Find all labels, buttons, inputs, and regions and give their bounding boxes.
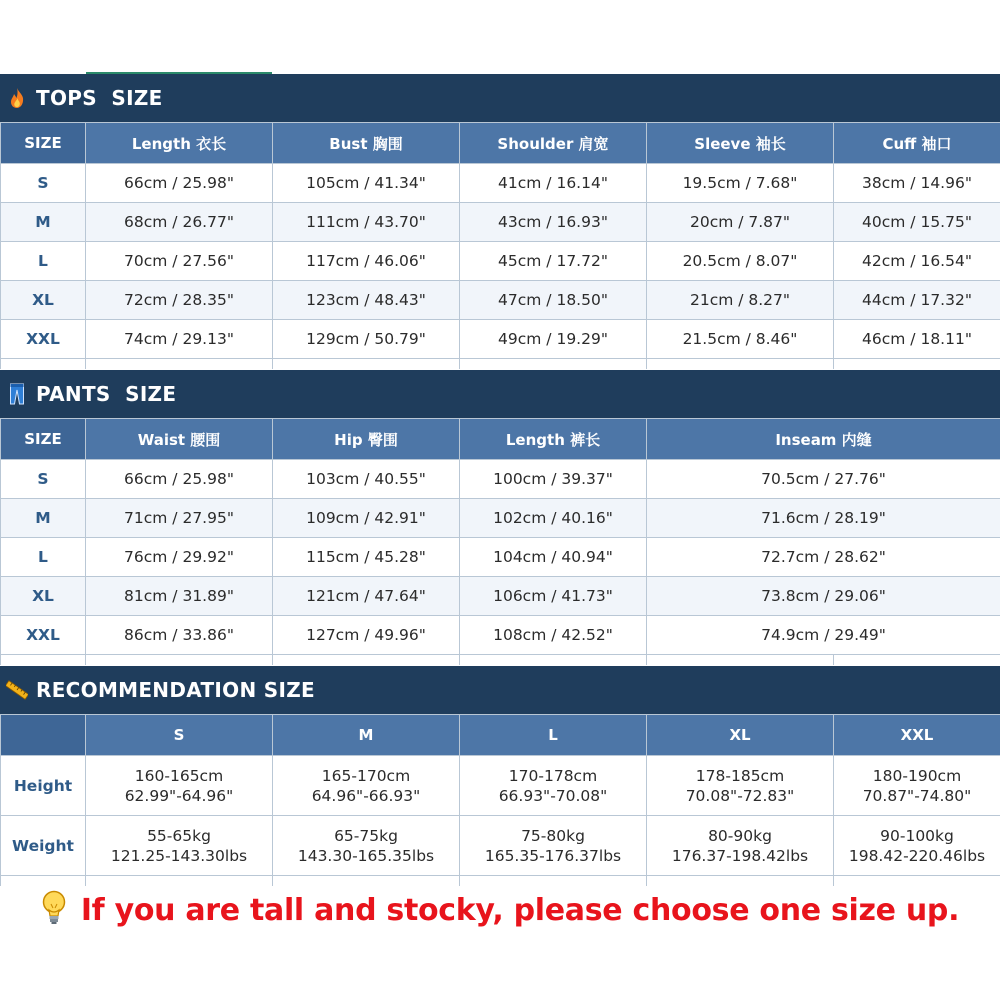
table-row [1,460,1000,499]
cell-line: 180-190cm [872,766,962,785]
table-cell: 43cm / 16.93" [460,203,647,242]
pants-header-cell: Waist 腰围 [86,419,273,460]
table-cell: 108cm / 42.52" [460,616,647,655]
table-cell: 86cm / 33.86" [86,616,273,655]
table-row [1,164,1000,203]
stub-cell [86,876,273,887]
stub-cell [273,359,460,370]
stub-cell [647,359,834,370]
size-label: L [1,242,86,281]
cell-line: 70.87"-74.80" [862,786,972,805]
cell-line: 176.37-198.42lbs [671,846,809,865]
stub-cell [86,359,273,370]
table-cell: 49cm / 19.29" [460,320,647,359]
table-cell: 76cm / 29.92" [86,538,273,577]
table-cell [834,756,1000,816]
size-label: S [1,164,86,203]
pants-section-header [0,370,1000,418]
cell-line: 66.93"-70.08" [498,786,608,805]
table-cell [86,756,273,816]
size-label: XL [1,281,86,320]
size-label: XXL [1,616,86,655]
stub-cell [460,359,647,370]
recommendation-section-header [0,666,1000,714]
table-cell [647,756,834,816]
table-row [1,499,1000,538]
stub-cell [834,876,1000,887]
table-cell: 100cm / 39.37" [460,460,647,499]
pants-header-cell: Length 裤长 [460,419,647,460]
lightbulb-icon [41,890,67,931]
table-cell: 45cm / 17.72" [460,242,647,281]
table-cell: 38cm / 14.96" [834,164,1000,203]
table-cell: 21.5cm / 8.46" [647,320,834,359]
table-cell: 42cm / 16.54" [834,242,1000,281]
table-cell: 71.6cm / 28.19" [647,499,1000,538]
table-cell: 127cm / 49.96" [273,616,460,655]
table-cell: 115cm / 45.28" [273,538,460,577]
size-label: L [1,538,86,577]
table-cell: 44cm / 17.32" [834,281,1000,320]
stub-cell [273,655,460,666]
table-cell: 73.8cm / 29.06" [647,577,1000,616]
table-cell [273,816,460,876]
table-cell: 68cm / 26.77" [86,203,273,242]
table-cell: 104cm / 40.94" [460,538,647,577]
tops-header-cell: Cuff 袖口 [834,123,1000,164]
table-cell [647,816,834,876]
table-cell: 71cm / 27.95" [86,499,273,538]
cell-line: 64.96"-66.93" [311,786,421,805]
table-row [1,538,1000,577]
table-cell: 20.5cm / 8.07" [647,242,834,281]
table-row [1,616,1000,655]
cell-line: 143.30-165.35lbs [297,846,435,865]
table-cell: 102cm / 40.16" [460,499,647,538]
table-cell: 109cm / 42.91" [273,499,460,538]
table-cell [273,756,460,816]
stub-cell [647,876,834,887]
pants-size-table [0,418,1000,665]
table-cell [834,816,1000,876]
pants-section-title: PANTS SIZE [36,382,177,406]
table-row [1,816,1000,876]
cell-line: 170-178cm [508,766,598,785]
table-stub-row [1,655,1000,666]
table-cell: 111cm / 43.70" [273,203,460,242]
cell-line: 198.42-220.46lbs [848,846,986,865]
rec-header-cell: M [273,715,460,756]
recommendation-section-title: RECOMMENDATION SIZE [36,678,315,702]
cell-line: 75-80kg [521,826,585,845]
table-cell: 41cm / 16.14" [460,164,647,203]
stub-cell [460,876,647,887]
table-cell: 103cm / 40.55" [273,460,460,499]
rec-header-cell [1,715,86,756]
table-row [1,203,1000,242]
cell-line: 62.99"-64.96" [124,786,234,805]
table-cell: 74.9cm / 29.49" [647,616,1000,655]
table-cell: 129cm / 50.79" [273,320,460,359]
size-label: XL [1,577,86,616]
rec-header-cell: XL [647,715,834,756]
table-row [1,577,1000,616]
table-cell: 46cm / 18.11" [834,320,1000,359]
tops-header-cell: Bust 胸围 [273,123,460,164]
tops-size-table [0,122,1000,369]
tip-text: If you are tall and stocky, please choose one size up. [80,892,960,928]
flame-icon [6,85,28,111]
size-label: XXL [1,320,86,359]
rec-header-cell: XXL [834,715,1000,756]
table-row [1,320,1000,359]
table-cell: 40cm / 15.75" [834,203,1000,242]
tops-header-cell: Length 衣长 [86,123,273,164]
pants-icon [6,381,28,407]
pants-header-cell: Inseam 内缝 [647,419,1000,460]
cell-line: 160-165cm [134,766,224,785]
cell-line: 70.08"-72.83" [685,786,795,805]
cell-line: 65-75kg [334,826,398,845]
table-cell: 121cm / 47.64" [273,577,460,616]
recommendation-size-table [0,714,1000,886]
stub-cell [273,876,460,887]
ruler-icon [6,677,28,703]
cell-line: 80-90kg [708,826,772,845]
table-cell: 66cm / 25.98" [86,164,273,203]
pants-header-cell: SIZE [1,419,86,460]
table-cell: 72.7cm / 28.62" [647,538,1000,577]
tops-header-cell: Sleeve 袖长 [647,123,834,164]
tops-header-cell: SIZE [1,123,86,164]
table-cell [86,816,273,876]
table-cell [460,756,647,816]
size-label: S [1,460,86,499]
metric-label: Weight [1,816,86,876]
stub-cell [834,655,1000,666]
table-cell: 105cm / 41.34" [273,164,460,203]
size-label: M [1,499,86,538]
pants-header-cell: Hip 臀围 [273,419,460,460]
cell-line: 121.25-143.30lbs [110,846,248,865]
table-cell: 74cm / 29.13" [86,320,273,359]
table-cell: 70cm / 27.56" [86,242,273,281]
size-tip [0,886,1000,934]
table-cell: 123cm / 48.43" [273,281,460,320]
table-cell: 106cm / 41.73" [460,577,647,616]
table-cell: 21cm / 8.27" [647,281,834,320]
cell-line: 90-100kg [880,826,954,845]
table-cell: 70.5cm / 27.76" [647,460,1000,499]
metric-label: Height [1,756,86,816]
table-cell: 19.5cm / 7.68" [647,164,834,203]
rec-header-cell: S [86,715,273,756]
tops-section-title: TOPS SIZE [36,86,163,110]
table-row [1,281,1000,320]
table-cell: 47cm / 18.50" [460,281,647,320]
table-cell: 72cm / 28.35" [86,281,273,320]
table-cell: 81cm / 31.89" [86,577,273,616]
tops-section-header [0,74,1000,122]
stub-cell [647,655,834,666]
cell-line: 55-65kg [147,826,211,845]
table-cell: 20cm / 7.87" [647,203,834,242]
cell-line: 178-185cm [695,766,785,785]
table-cell: 117cm / 46.06" [273,242,460,281]
tops-header-cell: Shoulder 肩宽 [460,123,647,164]
table-stub-row [1,876,1000,887]
table-stub-row [1,359,1000,370]
table-cell: 66cm / 25.98" [86,460,273,499]
table-cell [460,816,647,876]
size-label: M [1,203,86,242]
stub-cell [460,655,647,666]
table-row [1,756,1000,816]
cell-line: 165-170cm [321,766,411,785]
cell-line: 165.35-176.37lbs [484,846,622,865]
stub-cell [1,359,86,370]
stub-cell [1,876,86,887]
stub-cell [1,655,86,666]
stub-cell [834,359,1000,370]
stub-cell [86,655,273,666]
table-row [1,242,1000,281]
rec-header-cell: L [460,715,647,756]
